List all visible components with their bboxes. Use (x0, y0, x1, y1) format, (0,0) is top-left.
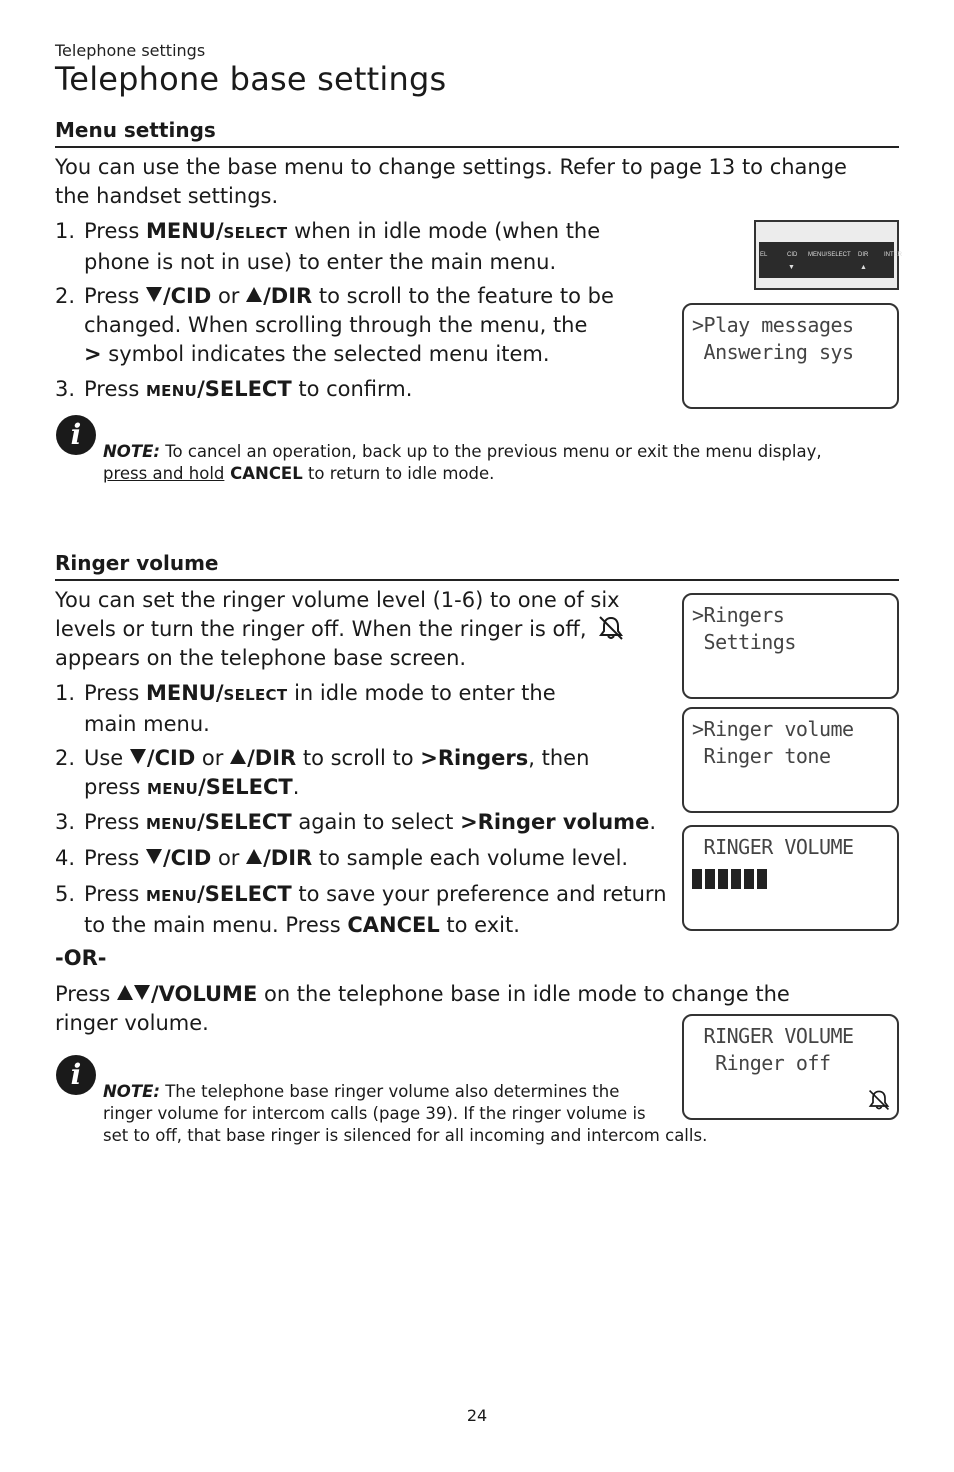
volume-bar (692, 869, 702, 889)
ringer-note: NOTE: The telephone base ringer volume also determines the ringer volume for intercom calls (page 39). If the ringer volume is set to off, that base ringer is silenced for all incoming and intercom calls. (103, 1082, 708, 1145)
ringer-step-4: 4. Press /CID or /DIR to sample each volume level. (55, 846, 629, 870)
ringer-off-icon (597, 615, 625, 641)
lcd-screen-ringer-off: RINGER VOLUME Ringer off (682, 1014, 899, 1120)
section-heading-ringer-volume: Ringer volume (55, 551, 219, 575)
page-title: Telephone base settings (55, 60, 447, 98)
lcd-screen-ringer-volume: RINGER VOLUME (682, 825, 899, 931)
down-arrow-icon (146, 287, 162, 302)
up-arrow-icon (230, 749, 246, 764)
down-arrow-icon (130, 749, 146, 764)
ringer-step-2: 2. Use /CID or /DIR to scroll to >Ringers, then press MENU/SELECT. (55, 746, 590, 799)
up-arrow-icon (246, 287, 262, 302)
or-separator: -OR- (55, 946, 107, 970)
down-arrow-icon (146, 849, 162, 864)
down-arrow-icon (134, 985, 150, 1000)
ringer-step-3: 3. Press MENU/SELECT again to select >Ringer volume. (55, 810, 656, 834)
lcd-screen-ringers: >Ringers Settings (682, 593, 899, 699)
section-divider (55, 146, 899, 148)
down-key-icon: ▼ (788, 264, 795, 271)
menu-step-1: 1. Press MENU/SELECT when in idle mode (when the phone is not in use) to enter the main menu. (55, 219, 601, 274)
info-icon: i (56, 415, 96, 455)
volume-bar (757, 869, 767, 889)
volume-bar (744, 869, 754, 889)
up-key-icon: ▲ (860, 264, 867, 271)
volume-bar (731, 869, 741, 889)
menu-step-3: 3. Press MENU/SELECT to confirm. (55, 377, 413, 401)
menu-intro: You can use the base menu to change settings. Refer to page 13 to change the handset settings. (55, 155, 847, 208)
menu-step-2: 2. Press /CID or /DIR to scroll to the feature to be changed. When scrolling through the menu, the > symbol indicates the selected menu item. (55, 284, 614, 366)
ringer-step-1: 1. Press MENU/SELECT in idle mode to enter the main menu. (55, 681, 556, 736)
lcd-screen-ringer-menu: >Ringer volume Ringer tone (682, 707, 899, 813)
volume-level-bars (692, 869, 770, 889)
ringer-step-5: 5. Press MENU/SELECT to save your preference and return to the main menu. Press CANCEL to exit. (55, 882, 667, 937)
section-heading-menu-settings: Menu settings (55, 118, 216, 142)
volume-bar (718, 869, 728, 889)
ringer-alt-method: Press /VOLUME on the telephone base in idle mode to change the ringer volume. (55, 982, 790, 1035)
menu-note: NOTE: To cancel an operation, back up to the previous menu or exit the menu display, press and hold CANCEL to return to idle mode. (103, 442, 822, 483)
breadcrumb: Telephone settings (55, 41, 206, 60)
ringer-off-icon (867, 1088, 891, 1112)
section-divider (55, 579, 899, 581)
info-icon: i (56, 1055, 96, 1095)
ringer-intro: You can set the ringer volume level (1-6) to one of six levels or turn the ringer off. When the ringer is off, appears on the telephone base screen. (55, 586, 655, 673)
volume-bar (705, 869, 715, 889)
lcd-screen-main-menu: >Play messages Answering sys (682, 303, 899, 409)
up-arrow-icon (246, 849, 262, 864)
page-number: 24 (466, 1406, 488, 1425)
up-arrow-icon (117, 985, 133, 1000)
base-keypad-illustration: EL CID MENU/SELECT DIR INTER ▼ ▲ (754, 220, 899, 290)
